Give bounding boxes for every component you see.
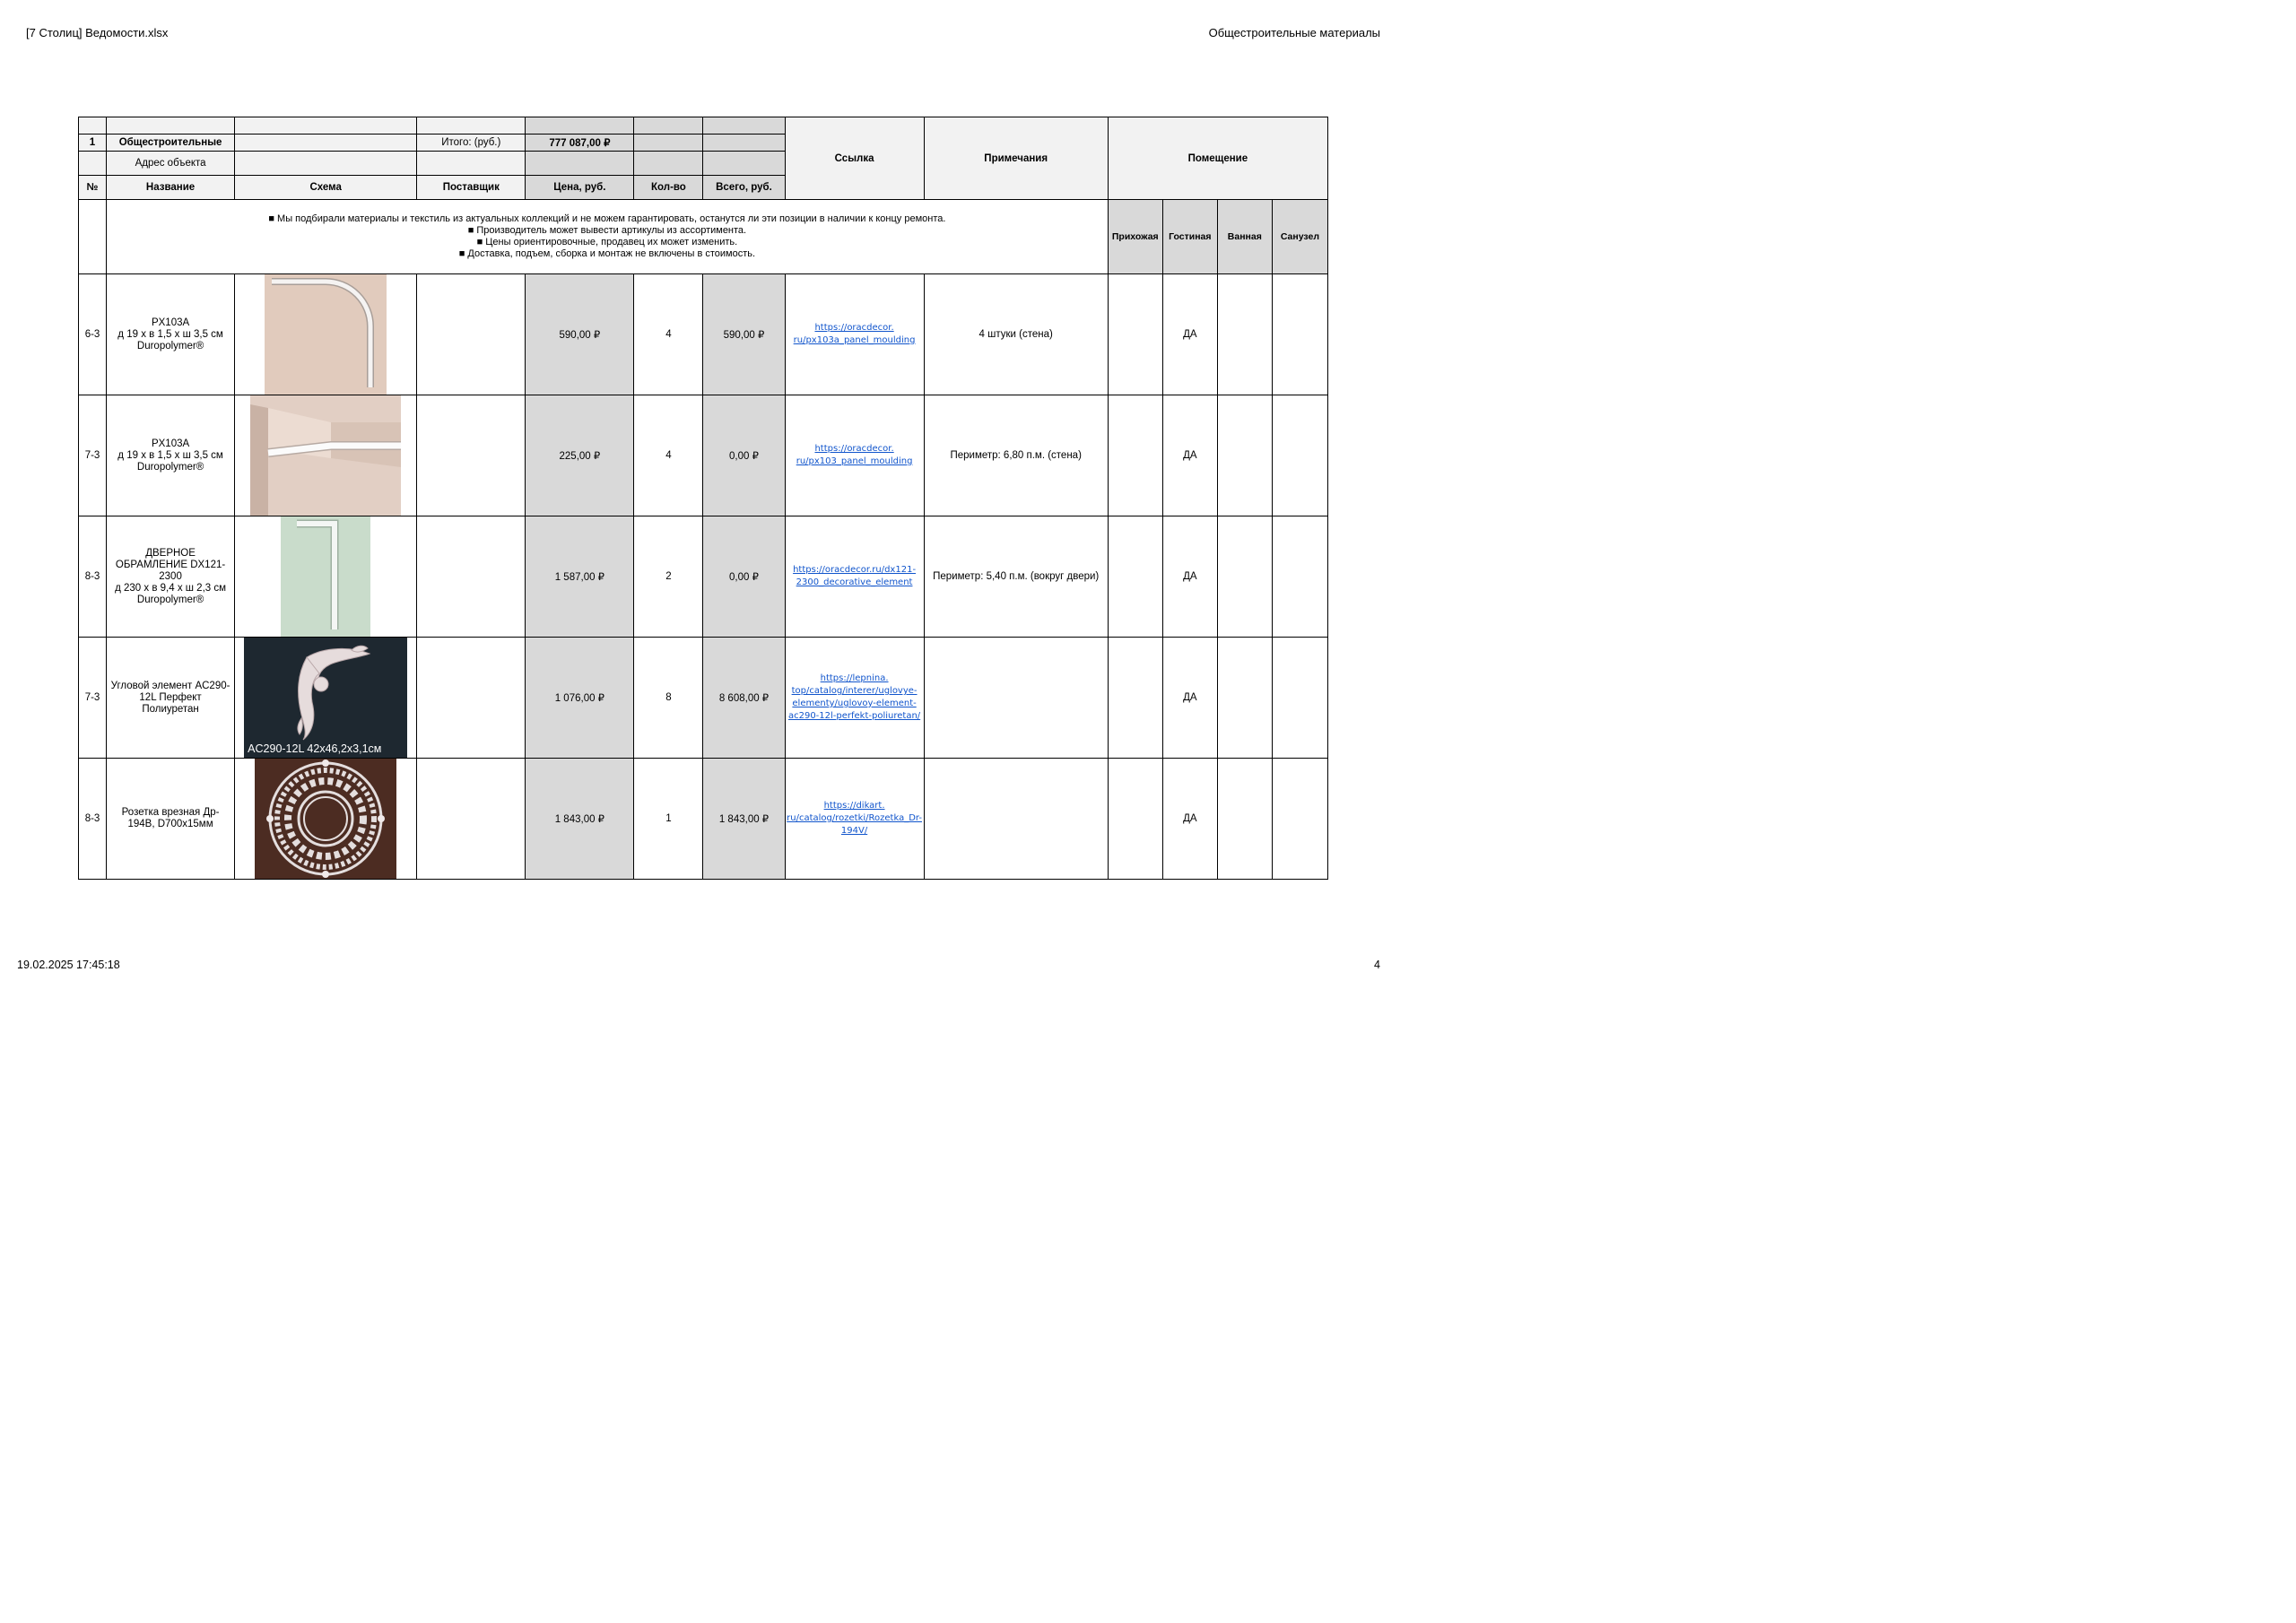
row-qty: 1 [634,759,703,880]
row-price: 225,00 ₽ [526,395,634,516]
disclaimer-line: ■ Цены ориентировочные, продавец их может изменить. [476,237,738,247]
row-room-toilet [1272,274,1327,395]
table-row [79,395,1328,516]
row-price: 1 587,00 ₽ [526,516,634,638]
image-caption: AC290-12L 42x46,2x3,1см [248,742,382,755]
row-total: 0,00 ₽ [703,395,785,516]
row-room-living: ДА [1162,638,1217,759]
row-total: 590,00 ₽ [703,274,785,395]
row-qty: 8 [634,638,703,759]
row-room-hallway [1108,638,1162,759]
row-number: 6-3 [79,274,107,395]
table-row [79,759,1328,880]
print-timestamp: 19.02.2025 17:45:18 [17,959,120,971]
row-number: 8-3 [79,516,107,638]
disclaimer-notes [107,200,1109,274]
table-row [79,638,1328,759]
col-header-qty: Кол-во [634,176,703,200]
row-name: ДВЕРНОЕ ОБРАМЛЕНИЕ DX121- 2300 д 230 х в 9,4 х ш 2,3 см Duropolymer® [107,516,235,638]
room-header-bathroom: Ванная [1217,200,1272,274]
row-price: 590,00 ₽ [526,274,634,395]
row-room-toilet [1272,395,1327,516]
col-header-scheme: Схема [235,176,417,200]
row-room-bathroom [1217,274,1272,395]
row-number: 7-3 [79,638,107,759]
row-note: Периметр: 5,40 п.м. (вокруг двери) [924,516,1108,638]
disclaimer-line: ■ Производитель может вывести артикулы из ассортимента. [467,225,747,236]
row-name: PX103A д 19 х в 1,5 х ш 3,5 см Duropolymer® [107,274,235,395]
row-name: PX103A д 19 х в 1,5 х ш 3,5 см Duropolymer® [107,395,235,516]
col-header-name: Название [107,176,235,200]
row-room-toilet [1272,638,1327,759]
corner-ornament-image [235,638,417,759]
disclaimer-row [79,200,1328,274]
row-price: 1 843,00 ₽ [526,759,634,880]
row-room-bathroom [1217,395,1272,516]
total-value: 777 087,00 ₽ [526,135,634,152]
row-room-hallway [1108,395,1162,516]
header-spacer-row [79,117,1328,135]
col-header-room: Помещение [1108,117,1327,200]
row-note [924,759,1108,880]
sheet-section-title: Общестроительные материалы [1208,26,1380,39]
page-number: 4 [1374,959,1380,971]
row-link[interactable]: https://oracdecor. ru/px103_panel_moulding [785,395,924,516]
col-header-price: Цена, руб. [526,176,634,200]
room-header-hallway: Прихожая [1108,200,1162,274]
col-header-no: № [79,176,107,200]
row-room-bathroom [1217,638,1272,759]
row-note [924,638,1108,759]
sheet-file-title: [7 Столиц] Ведомости.xlsx [26,26,169,39]
row-room-toilet [1272,516,1327,638]
row-link[interactable]: https://lepnina. top/catalog/interer/uglovye- elementy/uglovoy-element- ac290-12l-perfekt-poliuretan/ [785,638,924,759]
section-title: Общестроительные [107,135,235,152]
disclaimer-line: ■ Доставка, подъем, сборка и монтаж не включены в стоимость. [458,248,756,259]
section-number: 1 [79,135,107,152]
row-room-hallway [1108,274,1162,395]
row-room-hallway [1108,516,1162,638]
row-link[interactable]: https://dikart. ru/catalog/rozetki/Rozetka_Dr- 194V/ [785,759,924,880]
row-room-hallway [1108,759,1162,880]
row-qty: 4 [634,395,703,516]
col-header-total: Всего, руб. [703,176,785,200]
address-label: Адрес объекта [107,152,235,176]
row-room-bathroom [1217,516,1272,638]
ceiling-rosette-image [235,759,417,880]
materials-table [78,117,1328,880]
row-price: 1 076,00 ₽ [526,638,634,759]
panel-moulding-image [235,395,417,516]
col-header-supplier: Поставщик [417,176,526,200]
row-room-living: ДА [1162,759,1217,880]
row-name: Розетка врезная Др- 194B, D700х15мм [107,759,235,880]
table-row [79,274,1328,395]
row-link[interactable]: https://oracdecor. ru/px103a_panel_moulding [785,274,924,395]
row-qty: 2 [634,516,703,638]
room-header-living: Гостиная [1162,200,1217,274]
row-qty: 4 [634,274,703,395]
row-room-toilet [1272,759,1327,880]
row-total: 0,00 ₽ [703,516,785,638]
row-room-bathroom [1217,759,1272,880]
row-note: Периметр: 6,80 п.м. (стена) [924,395,1108,516]
table-row [79,516,1328,638]
col-header-link: Ссылка [785,117,924,200]
door-frame-image [235,516,417,638]
row-number: 7-3 [79,395,107,516]
total-label: Итого: (руб.) [417,135,526,152]
corner-moulding-image [235,274,417,395]
row-room-living: ДА [1162,516,1217,638]
room-header-toilet: Санузел [1272,200,1327,274]
row-total: 1 843,00 ₽ [703,759,785,880]
col-header-note: Примечания [924,117,1108,200]
row-name: Угловой элемент AC290- 12L Перфект Полиуретан [107,638,235,759]
row-note: 4 штуки (стена) [924,274,1108,395]
row-total: 8 608,00 ₽ [703,638,785,759]
row-room-living: ДА [1162,395,1217,516]
row-room-living: ДА [1162,274,1217,395]
row-number: 8-3 [79,759,107,880]
disclaimer-line: ■ Мы подбирали материалы и текстиль из актуальных коллекций и не можем гарантировать, останутся ли эти позиции в наличии к концу ремонта. [268,213,946,224]
row-link[interactable]: https://oracdecor.ru/dx121- 2300_decorative_element [785,516,924,638]
